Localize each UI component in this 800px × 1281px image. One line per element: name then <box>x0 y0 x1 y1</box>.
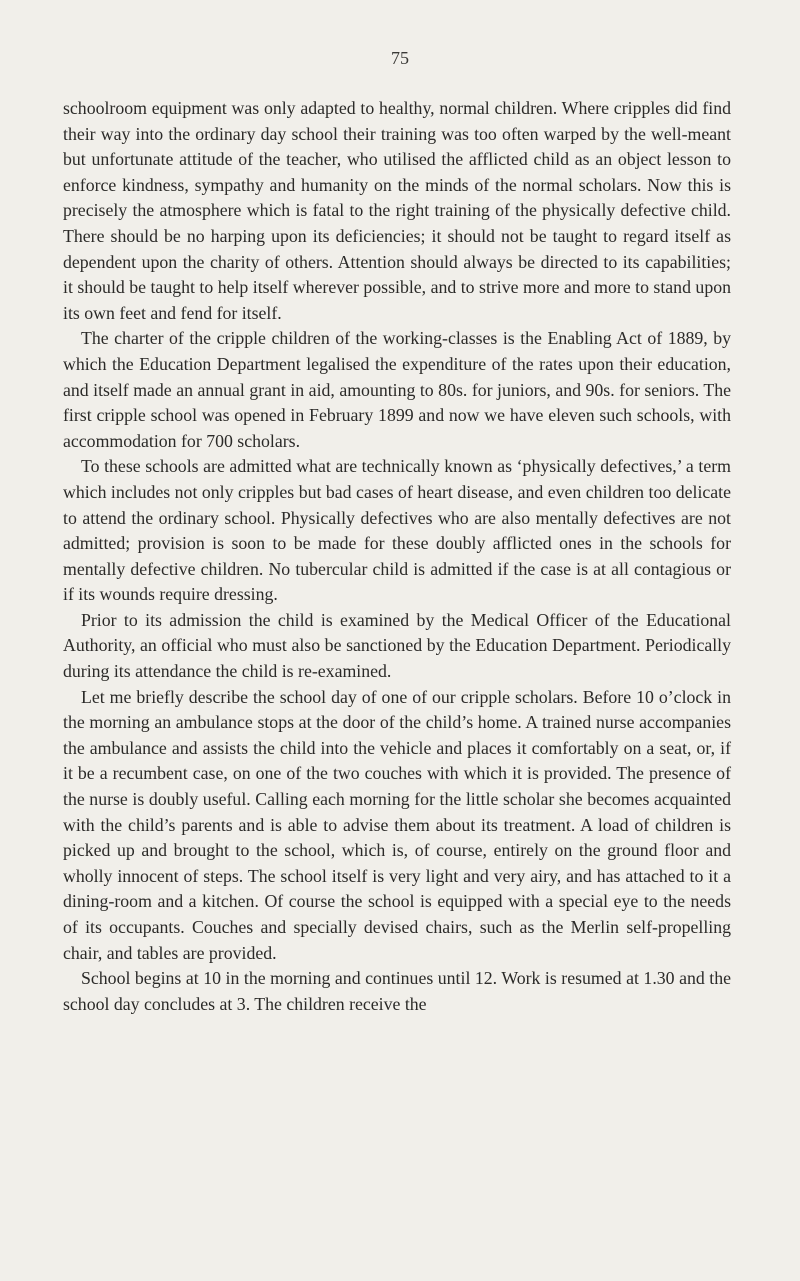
paragraph-school-day: Let me briefly describe the school day of one of our cripple scholars. Before 10 o’clock in the morning an ambulance stops at the door of the child’s home. A trained nurse accompanies the ambulance and assists the child into the vehicle and places it comfortably on a seat, or, if it be a recumbent case, on one of the two couches with which it is provided. The presence of the nurse is doubly useful. Calling each morning for the little scholar she becomes acquainted with the child’s parents and is able to advise them about its treatment. A load of children is picked up and brought to the school, which is, of course, entirely on the ground floor and wholly innocent of steps. The school itself is very light and very airy, and has attached to it a dining-room and a kitchen. Of course the school is equipped with a special eye to the needs of its occupants. Couches and specially devised chairs, such as the Merlin self-propelling chair, and tables are provided. <box>63 686 731 963</box>
paragraph-continuation: schoolroom equipment was only adapted to healthy, normal children. Where cripples did find their way into the ordinary day school their training was too often warped by the well-meant but unfortunate attitude of the teacher, who utilised the afflicted child as an object lesson to enforce kindness, sympathy and humanity on the minds of the normal scholars. Now this is precisely the atmosphere which is fatal to the right training of the physically defective child. There should be no harping upon its deficiencies; it should not be taught to regard itself as dependent upon the charity of others. Attention should always be directed to its capabilities; it should be taught to help itself wherever possible, and to strive more and more to stand upon its own feet and fend for itself. <box>63 98 731 323</box>
paragraph-enabling-act: The charter of the cripple children of the working-classes is the Enabling Act of 1889, by which the Education Department legalised the expenditure of the rates upon their education, and itself made an annual grant in aid, amounting to 80s. for juniors, and 90s. for seniors. The first cripple school was opened in February 1899 and now we have eleven such schools, with accommodation for 700 scholars. <box>63 328 731 451</box>
paragraph-admission-criteria: To these schools are admitted what are technically known as ‘physically defectives,’ a term which includes not only cripples but bad cases of heart disease, and even children too delicate to attend the ordinary school. Physically defectives who are also mentally defectives are not admitted; provision is soon to be made for these doubly afflicted ones in the schools for mentally defective children. No tubercular child is admitted if the case is at all contagious or if its wounds require dressing. <box>63 456 731 605</box>
page-number: 75 <box>391 48 409 68</box>
paragraph-medical-examination: Prior to its admission the child is examined by the Medical Officer of the Educational Authority, an official who must also be sanctioned by the Education Department. Periodically during its attendance the child is re-examined. <box>63 609 731 682</box>
paragraph-school-hours: School begins at 10 in the morning and continues until 12. Work is resumed at 1.30 and the school day concludes at 3. The children receive the <box>63 968 731 1014</box>
page-body <box>63 96 731 1017</box>
